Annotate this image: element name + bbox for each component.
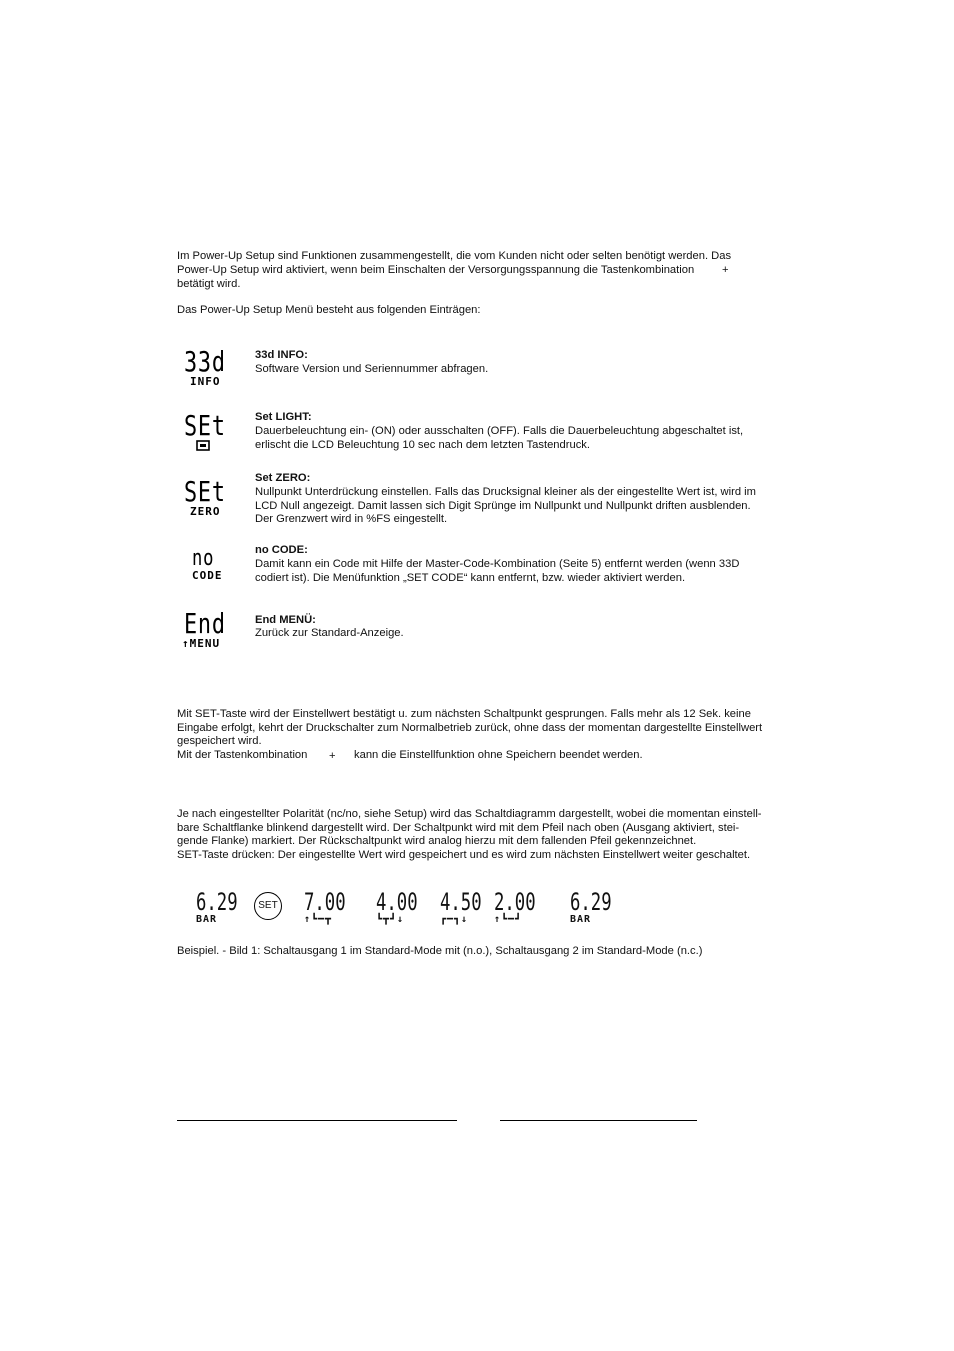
sequence-value: 4.00 (376, 888, 418, 916)
setkey-combo-prefix: Mit der Tastenkombination (177, 749, 308, 761)
entry-text-info: Software Version und Seriennummer abfragen. (255, 363, 489, 375)
entry-title-zero: Set ZERO: (255, 472, 311, 484)
intro-line-2: Power-Up Setup wird aktiviert, wenn beim Einschalten der Versorgungsspannung die Tastenkombination (177, 264, 695, 276)
lcd-big-text: no (192, 546, 215, 571)
lcd-small-text: INFO (190, 375, 221, 388)
lcd-big-text: SEt (184, 475, 226, 508)
set-button-icon: SET (254, 892, 282, 920)
setkey-combo-suffix: kann die Einstellfunktion ohne Speichern beendet werden. (354, 749, 643, 761)
lcd-33d-info (184, 345, 238, 388)
sequence-sub: ┗┳┛↓ (376, 914, 405, 925)
entry-title-code: no CODE: (255, 544, 308, 556)
entry-title-end: End MENÜ: (255, 614, 316, 626)
divider-left (177, 1120, 457, 1121)
lcd-no-code (192, 548, 223, 582)
lcd-small-text: CODE (192, 569, 223, 582)
entry-text-end: Zurück zur Standard-Anzeige. (255, 627, 404, 639)
entry-text-code: Damit kann ein Code mit Hilfe der Master-Code-Kombination (Seite 5) entfernt werden (wenn 33D codiert ist). Die Menüfunktion „SET CODE“ kann entfernt, bzw. wieder aktiviert werden. (255, 558, 740, 584)
intro-plus: + (722, 264, 729, 276)
lcd-small-text: ↑MENU (182, 637, 221, 650)
entry-title-light: Set LIGHT: (255, 411, 312, 423)
sequence-value: 4.50 (440, 888, 482, 916)
intro-line-3: betätigt wird. (177, 278, 241, 290)
menu-intro: Das Power-Up Setup Menü besteht aus folgenden Einträgen: (177, 304, 481, 316)
lcd-small-text: ZERO (190, 505, 221, 518)
sequence-item-3 (376, 890, 434, 925)
sequence-value: 7.00 (304, 888, 346, 916)
divider-right (500, 1120, 697, 1121)
intro-line-1: Im Power-Up Setup sind Funktionen zusammengestellt, die vom Kunden nicht oder selten benötigt werden. Das (177, 250, 732, 262)
sequence-value: 2.00 (494, 888, 536, 916)
setkey-combo-plus: + (329, 750, 336, 762)
polarity-paragraph: Je nach eingestellter Polarität (nc/no, siehe Setup) wird das Schaltdiagramm dargestellt, wobei die momentan einstell- bare Schaltflanke blinkend dargestellt wird. Der Schaltpunkt wird mit dem Pfeil nach oben (Ausgang aktiviert, stei- gende Flanke) markiert. Der Rückschaltpunkt wird analog hierzu mit dem fallenden Pfeil gekennzeichnet. SET-Taste drücken: Der eingestellte Wert wird gespeichert und es wird zum nächsten Einstellwert weiter geschaltet. (177, 808, 762, 861)
sequence-item-1 (196, 890, 254, 925)
sequence-item-6 (570, 890, 628, 925)
sequence-item-2 (304, 890, 362, 925)
light-bulb-icon (196, 440, 238, 454)
setkey-paragraph: Mit SET-Taste wird der Einstellwert bestätigt u. zum nächsten Schaltpunkt gesprungen. Falls mehr als 12 Sek. keine Eingabe erfolgt, kehrt der Druckschalter zum Normalbetrieb zurück, ohne dass der momentan dargestellte Einstellwert gespeichert wird. (177, 708, 763, 748)
lcd-big-text: SEt (184, 409, 226, 442)
sequence-sub: ┏━┓↓ (440, 914, 469, 925)
entry-title-info: 33d INFO: (255, 349, 308, 361)
lcd-set-zero (184, 475, 238, 518)
lcd-big-text: End (184, 607, 226, 640)
figure-caption: Beispiel. - Bild 1: Schaltausgang 1 im Standard-Mode mit (n.o.), Schaltausgang 2 im Standard-Mode (n.c.) (177, 945, 703, 957)
sequence-sub: BAR (196, 914, 218, 925)
lcd-big-text: 33d (184, 345, 226, 378)
sequence-item-4 (440, 890, 498, 925)
entry-text-light: Dauerbeleuchtung ein- (ON) oder ausschalten (OFF). Falls die Dauerbeleuchtung abgeschaltet ist, erlischt die LCD Beleuchtung 10 sec nach dem letzten Tastendruck. (255, 425, 744, 451)
sequence-sub: ↑┗━┳ (304, 914, 333, 925)
sequence-value: 6.29 (570, 888, 612, 916)
sequence-sub: ↑┗━┛ (494, 914, 523, 925)
sequence-item-5 (494, 890, 552, 925)
lcd-set-light (184, 409, 238, 454)
entry-text-zero: Nullpunkt Unterdrückung einstellen. Falls das Drucksignal kleiner als der eingestellte Wert ist, wird im LCD Null angezeigt. Damit lassen sich Digit Sprünge im Nullpunkt und Nullpunkt driften ausblenden. Der Grenzwert wird in %FS eingestellt. (255, 486, 756, 526)
sequence-value: 6.29 (196, 888, 238, 916)
lcd-end-menu (182, 607, 238, 650)
sequence-sub: BAR (570, 914, 592, 925)
